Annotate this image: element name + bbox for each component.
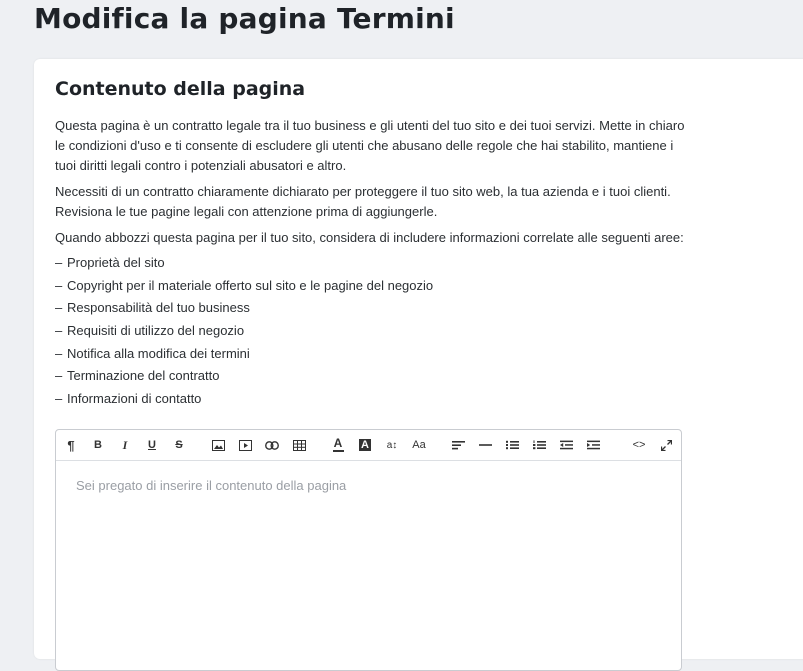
- list-item: [55, 388, 695, 411]
- list-item-text: Responsabilità del tuo business: [67, 300, 250, 316]
- dash-bullet: –: [55, 323, 63, 339]
- list-item: [55, 252, 695, 275]
- outdent-icon[interactable]: [556, 435, 576, 455]
- dash-bullet: –: [55, 300, 63, 316]
- dash-bullet: –: [55, 345, 63, 361]
- paragraph-icon[interactable]: ¶: [67, 437, 75, 453]
- list-item: [55, 365, 695, 388]
- intro-paragraph-1: Questa pagina è un contratto legale tra il tuo business e gli utenti del tuo sito e dei tuoi servizi. Mette in chiaro le condizioni d'uso e ti consente di escludere gli utenti che abusano delle regole che hai stabilito, mantiene i tuoi diritti legali contro i potenziali abusatori e altro.: [55, 118, 685, 173]
- list-item-text: Notifica alla modifica dei termini: [67, 345, 250, 361]
- link-icon[interactable]: [262, 435, 282, 455]
- align-left-icon[interactable]: [448, 435, 468, 455]
- list-item: [55, 343, 695, 366]
- indent-icon[interactable]: [583, 435, 603, 455]
- list-item-text: Copyright per il materiale offerto sul sito e le pagine del negozio: [67, 277, 434, 293]
- text-case-icon[interactable]: Aa: [412, 439, 426, 451]
- intro-paragraph-3: Quando abbozzi questa pagina per il tuo sito, considera di includere informazioni correlate alle seguenti aree:: [55, 230, 684, 245]
- bold-icon[interactable]: B: [94, 439, 102, 451]
- guidance-text: [55, 116, 695, 411]
- fullscreen-icon[interactable]: [656, 435, 676, 455]
- list-item-text: Requisiti di utilizzo del negozio: [67, 323, 245, 339]
- dash-bullet: –: [55, 368, 63, 384]
- rich-text-editor: [55, 429, 682, 671]
- list-item-text: Proprietà del sito: [67, 255, 165, 270]
- underline-icon[interactable]: U: [148, 439, 156, 451]
- intro-paragraph-2: Necessiti di un contratto chiaramente dichiarato per proteggere il tuo sito web, la tua azienda e i tuoi clienti. Revisiona le tue pagine legali con attenzione prima di aggiungerle.: [55, 184, 671, 219]
- topics-list: [55, 252, 695, 411]
- numbered-list-icon[interactable]: [529, 435, 549, 455]
- table-icon[interactable]: [289, 435, 309, 455]
- dash-bullet: –: [55, 391, 63, 407]
- page-title: Modifica la pagina Termini: [34, 2, 455, 35]
- list-item-text: Informazioni di contatto: [67, 391, 202, 407]
- list-item: [55, 297, 695, 320]
- page-content-card: [34, 59, 803, 659]
- dash-bullet: –: [55, 277, 63, 293]
- editor-placeholder: Sei pregato di inserire il contenuto della pagina: [76, 478, 347, 493]
- font-color-icon[interactable]: A: [333, 436, 343, 450]
- font-size-icon[interactable]: a↕: [386, 439, 398, 451]
- list-item: [55, 320, 695, 343]
- italic-icon[interactable]: I: [122, 437, 128, 452]
- bullet-list-icon[interactable]: [502, 435, 522, 455]
- strikethrough-icon[interactable]: S: [175, 439, 183, 451]
- horizontal-rule-icon[interactable]: [475, 435, 495, 455]
- background-color-icon[interactable]: A: [355, 435, 375, 455]
- card-title: Contenuto della pagina: [55, 78, 306, 100]
- list-item: [55, 275, 695, 298]
- image-icon[interactable]: [208, 435, 228, 455]
- dash-bullet: –: [55, 255, 63, 270]
- code-view-icon[interactable]: <>: [632, 439, 646, 451]
- editor-content-area[interactable]: [56, 461, 681, 670]
- editor-toolbar: [56, 430, 681, 461]
- video-icon[interactable]: [235, 435, 255, 455]
- list-item-text: Terminazione del contratto: [67, 368, 220, 384]
